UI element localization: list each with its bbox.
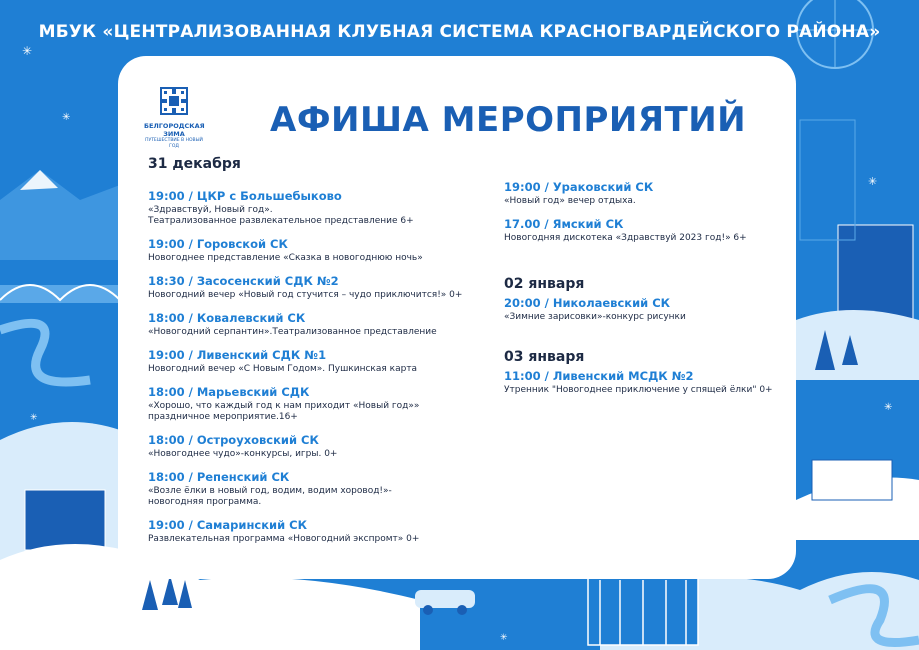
event-description: «Возле ёлки в новый год, водим, водим хоровод!»- новогодняя программа. xyxy=(148,486,392,507)
event-time-venue: 20:00 / Николаевский СК xyxy=(504,296,671,310)
building-shape xyxy=(25,490,105,550)
event-description: «Хорошо, что каждый год к нам приходит «Новый год»» праздничное мероприятие.16+ xyxy=(148,401,420,422)
event-description: Новогоднее представление «Сказка в новогоднюю ночь» xyxy=(148,253,423,263)
monument-shape xyxy=(812,460,892,500)
poster-card xyxy=(118,56,796,579)
event-item xyxy=(504,296,784,323)
event-description: Развлекательная программа «Новогодний экспромт» 0+ xyxy=(148,534,420,544)
page-title: АФИША МЕРОПРИЯТИЙ xyxy=(270,100,747,140)
logo-tagline: ПУТЕШЕСТВИЕ В НОВЫЙ ГОД xyxy=(145,138,203,149)
event-description: Новогодний вечер «С Новым Годом». Пушкинская карта xyxy=(148,364,418,374)
event-time-venue: 18:00 / Марьевский СДК xyxy=(148,385,310,399)
event-item xyxy=(148,470,478,508)
event-item xyxy=(148,237,478,264)
event-description: «Зимние зарисовки»-конкурс рисунки xyxy=(504,312,686,322)
column-right xyxy=(504,180,784,406)
event-item xyxy=(148,433,478,460)
logo-name: БЕЛГОРОДСКАЯ ЗИМА xyxy=(144,122,205,138)
festival-logo xyxy=(144,86,204,150)
event-time-venue: 19:00 / Ураковский СК xyxy=(504,180,654,194)
event-description: Новогодний вечер «Новый год стучится – чудо приключится!» 0+ xyxy=(148,290,463,300)
column-left xyxy=(148,156,478,555)
event-description: «Здравствуй, Новый год». Театрализованное развлекательное представление 6+ xyxy=(148,205,414,226)
event-time-venue: 18:00 / Репенский СК xyxy=(148,470,290,484)
svg-text:✳: ✳ xyxy=(884,402,893,413)
event-description: «Новый год» вечер отдыха. xyxy=(504,196,636,206)
event-time-venue: 11:00 / Ливенский МСДК №2 xyxy=(504,369,694,383)
svg-text:✳: ✳ xyxy=(30,413,38,423)
event-time-venue: 17.00 / Ямский СК xyxy=(504,217,624,231)
event-time-venue: 19:00 / ЦКР с Большебыково xyxy=(148,189,342,203)
event-item xyxy=(148,311,478,338)
date-heading-jan02: 02 января xyxy=(504,276,585,292)
svg-text:✳: ✳ xyxy=(500,633,508,643)
svg-text:✳: ✳ xyxy=(22,44,33,58)
event-item xyxy=(148,348,478,375)
snowflake-ornament-icon xyxy=(159,86,189,116)
event-item xyxy=(148,274,478,301)
event-description: Новогодняя дискотека «Здравствуй 2023 год!» 6+ xyxy=(504,233,747,243)
car-shape xyxy=(415,590,475,608)
svg-text:✳: ✳ xyxy=(62,112,71,123)
event-item xyxy=(148,189,478,227)
event-time-venue: 19:00 / Самаринский СК xyxy=(148,518,307,532)
event-item xyxy=(504,369,784,396)
event-time-venue: 18:00 / Ковалевский СК xyxy=(148,311,306,325)
event-time-venue: 18:00 / Остроуховский СК xyxy=(148,433,319,447)
svg-text:✳: ✳ xyxy=(868,175,878,188)
date-heading-dec31: 31 декабря xyxy=(148,156,241,172)
event-description: «Новогоднее чудо»-конкурсы, игры. 0+ xyxy=(148,449,338,459)
event-description: «Новогодний серпантин».Театрализованное представление xyxy=(148,327,437,337)
event-item xyxy=(148,518,478,545)
event-item xyxy=(504,217,784,244)
event-time-venue: 18:30 / Засосенский СДК №2 xyxy=(148,274,339,288)
event-item xyxy=(504,180,784,207)
event-item xyxy=(148,385,478,423)
event-time-venue: 19:00 / Ливенский СДК №1 xyxy=(148,348,327,362)
event-time-venue: 19:00 / Горовской СК xyxy=(148,237,288,251)
organization-title: МБУК «ЦЕНТРАЛИЗОВАННАЯ КЛУБНАЯ СИСТЕМА КРАСНОГВАРДЕЙСКОГО РАЙОНА» xyxy=(38,22,881,42)
event-description: Утренник "Новогоднее приключение у спящей ёлки" 0+ xyxy=(504,385,773,395)
date-heading-jan03: 03 января xyxy=(504,349,585,365)
